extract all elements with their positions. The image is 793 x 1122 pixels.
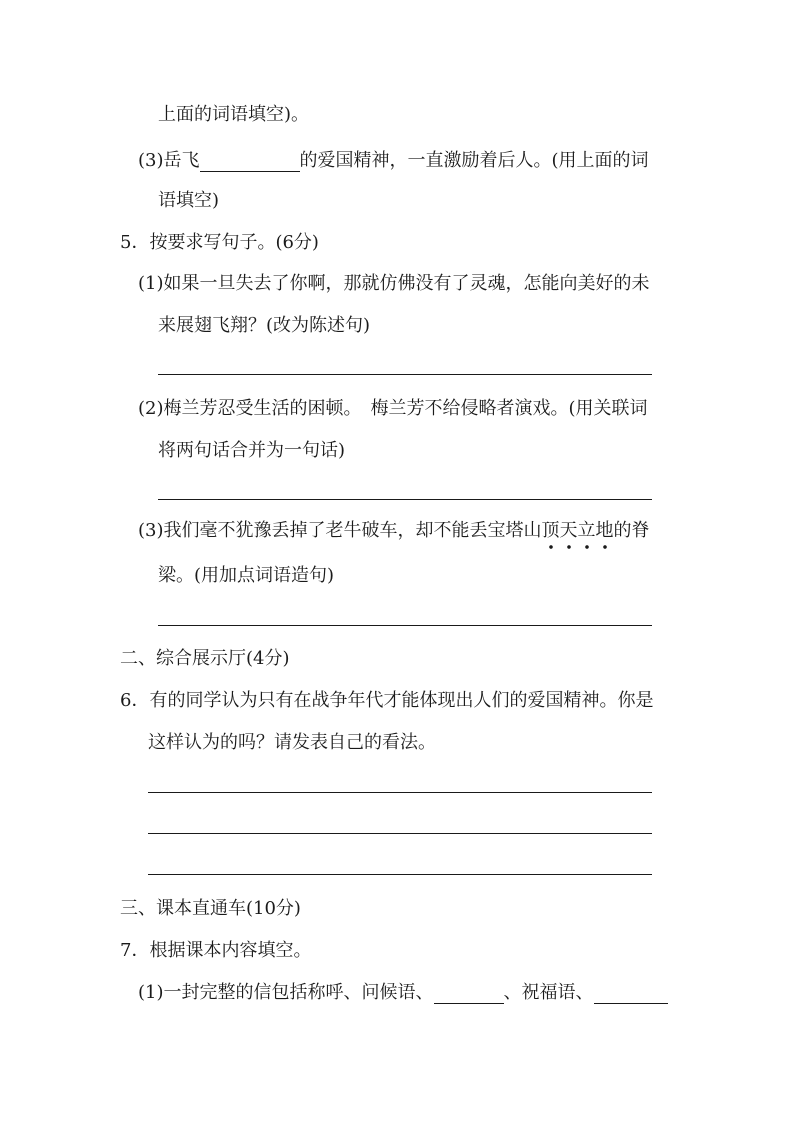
q6-answer-line-3[interactable] (148, 874, 652, 875)
q5-item1-line1-text: (1)如果一旦失去了你啊，那就仿佛没有了灵魂，怎能向美好的未 (138, 273, 650, 294)
q5-item3-line1-text-a: (3)我们毫不犹豫丢掉了老牛破车，却不能丢宝塔山 (138, 520, 542, 541)
q4-item3 (138, 150, 649, 172)
q4-continuation-text: 上面的词语填空)。 (158, 104, 310, 125)
q5-item3-line1-text-b: 的脊 (613, 520, 650, 541)
q5-item3-line2 (158, 565, 334, 587)
q6-line1 (120, 690, 653, 712)
q5-item2-answer-line[interactable] (158, 499, 652, 500)
q4-item3-prefix: (3)岳飞 (138, 150, 200, 171)
q5-item3-dotted-word: 顶天立地 (541, 520, 614, 541)
q7-item1-blank-1[interactable] (434, 985, 504, 1004)
q5-item1-line2-text: 来展翅飞翔？(改为陈述句) (158, 315, 371, 336)
q5-item2-line1 (138, 398, 648, 420)
section2-title (120, 648, 290, 670)
q5-item1-line1 (138, 273, 650, 295)
q7-item1 (138, 982, 668, 1004)
q7-item1-blank-2[interactable] (594, 985, 668, 1004)
q5-item3-line2-text: 梁。(用加点词语造句) (158, 565, 335, 586)
q5-title-text: 5．按要求写句子。(6分) (120, 232, 319, 253)
q6-answer-line-1[interactable] (148, 792, 652, 793)
q7-item1-text-b: 、祝福语、 (503, 982, 594, 1003)
q6-line2 (148, 732, 436, 754)
section2-title-text: 二、综合展示厅(4分) (120, 648, 290, 669)
q5-item3-answer-line[interactable] (158, 625, 652, 626)
q7-item1-text-a: (1)一封完整的信包括称呼、问候语、 (138, 982, 434, 1003)
q7-title (120, 940, 311, 962)
q4-continuation-line (158, 104, 309, 126)
q6-answer-line-2[interactable] (148, 833, 652, 834)
q5-item2-line1-text: (2)梅兰芳忍受生活的困顿。 梅兰芳不给侵略者演戏。(用关联词 (138, 398, 648, 419)
q5-title (120, 232, 319, 254)
q4-item3-blank[interactable] (200, 153, 300, 172)
q6-line2-text: 这样认为的吗？请发表自己的看法。 (148, 732, 436, 753)
q7-title-text: 7．根据课本内容填空。 (120, 940, 312, 961)
q4-item3-line2-text: 语填空) (158, 190, 220, 211)
q4-item3-line2 (158, 190, 219, 212)
q4-item3-suffix: 的爱国精神，一直激励着后人。(用上面的词 (299, 150, 649, 171)
q5-item2-line2 (158, 440, 345, 462)
section3-title-text: 三、课本直通车(10分) (120, 898, 301, 919)
q5-item1-line2 (158, 315, 370, 337)
section3-title (120, 898, 301, 920)
q5-item3-line1 (138, 520, 650, 542)
q6-line1-text: 6．有的同学认为只有在战争年代才能体现出人们的爱国精神。你是 (120, 690, 654, 711)
q5-item2-line2-text: 将两句话合并为一句话) (158, 440, 346, 461)
q5-item1-answer-line[interactable] (158, 374, 652, 375)
